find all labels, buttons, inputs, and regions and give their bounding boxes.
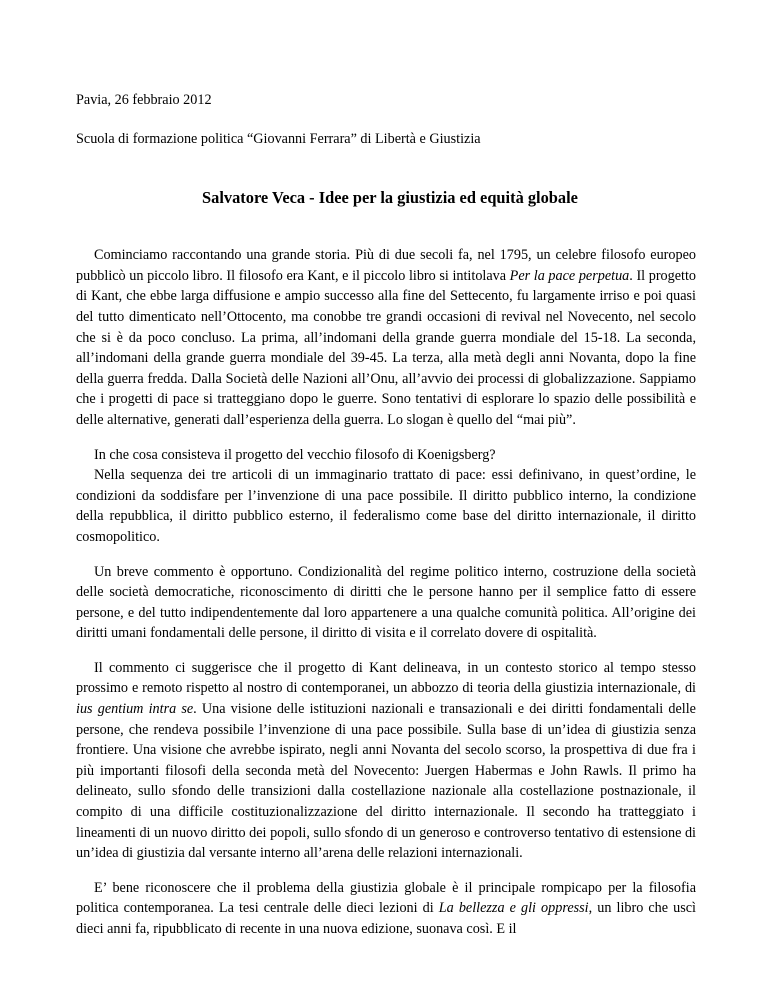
paragraph-question: In che cosa consisteva il progetto del vecchio filosofo di Koenigsberg?: [94, 446, 496, 463]
book-title-italic: Per la pace perpetua: [509, 267, 630, 284]
paragraph-text: Cominciamo raccontando una grande storia. Più di due secoli fa, nel 1795, un celebre filosofo europeo pubblicò un piccolo libro. Il filosofo era Kant, e il piccolo libro si intitolava: [76, 247, 696, 284]
document-page: [76, 90, 696, 940]
paragraph-text: . Una visione delle istituzioni nazionali e transazionali e dei diritti fondamentali delle persone, che rendeva possibile l’invenzione di una pace possibile. Sulla base di un’idea di giustizia senza frontiere. Una visione che avrebbe ispirato, negli anni Novanta del secolo scorso, la prospettiva di due fra i più importanti filosofi della seconda metà del Novecento: Juergen Habermas e John Rawls. Il primo ha delineato, sullo sfondo delle transizioni dalla costellazione nazionale alla costellazione postnazionale, il compito di una difficile costituzionalizzazione del diritto internazionale. Il secondo ha tratteggiato i lineamenti di un nuovo diritto dei popoli, sullo sfondo di un generoso e controverso tentativo di estensione di un’idea di giustizia dal versante interno all’arena delle relazioni internazionali.: [76, 701, 696, 862]
paragraph-comment: Un breve commento è opportuno. Condizionalità del regime politico interno, costruzione della società delle società democratiche, riconoscimento di diritti che le persone hanno per il semplice fatto di essere persone, e del tutto indipendentemente dal loro appartenere a una qualche comunità politica. All’origine dei diritti umani fondamentali delle persone, il diritto di visita e il correlato dovere di ospitalità.: [76, 563, 696, 642]
paragraph-theory: [76, 658, 696, 864]
book-title-italic: La bellezza e gli oppressi: [438, 900, 589, 917]
paragraph-global-justice: [76, 878, 696, 940]
paragraph-text: . Il progetto di Kant, che ebbe larga diffusione e ampio successo alla fine del Settecento, fu largamente irriso e poi quasi del tutto dimenticato nell’Ottocento, ma conobbe tre grandi occasioni di revival nel Novecento, nel secolo che si è da poco concluso. La prima, all’indomani della grande guerra mondiale del 15-18. La seconda, all’indomani della grande guerra mondiale del 39-45. La terza, alla metà degli anni Novanta, dopo la fine della guerra fredda. Dalla Società delle Nazioni all’Onu, all’avvio dei processi di globalizzazione. Sappiamo che i progetti di pace si tratteggiano dopo le guerre. Sono tentativi di esplorare lo spazio delle possibilità e delle alternative, generati dall’esperienza della guerra. Lo slogan è quello del “mai più”.: [76, 267, 697, 428]
latin-phrase-italic: ius gentium intra se: [76, 701, 194, 718]
school-line: Scuola di formazione politica “Giovanni Ferrara” di Libertà e Giustizia: [76, 130, 481, 147]
paragraph-text: Il commento ci suggerisce che il progetto di Kant delineava, in un contesto storico al tempo stesso prossimo e remoto rispetto al nostro di contemporanei, un abbozzo di teoria della giustizia internazionale, di: [76, 659, 696, 697]
paragraph-text: E’ bene riconoscere che il problema della giustizia globale è il principale rompicapo per la filosofia politica contemporanea. La tesi centrale delle dieci lezioni di: [76, 879, 696, 917]
paragraph-articles: Nella sequenza dei tre articoli di un immaginario trattato di pace: essi definivano, in quest’ordine, le condizioni da soddisfare per l’invenzione di una pace possibile. Il diritto pubblico interno, la condizione della repubblica, il diritto pubblico esterno, il federalismo come base del diritto internazionale, il diritto cosmopolitico.: [76, 467, 696, 545]
document-title: Salvatore Veca - Idee per la giustizia ed equità globale: [202, 188, 578, 208]
date-line: Pavia, 26 febbraio 2012: [76, 92, 212, 108]
paragraph-text: , un libro che uscì dieci anni fa, ripubblicato di recente in una nuova edizione, suonava così. E il: [76, 900, 696, 937]
paragraph-kant-story: [76, 245, 696, 430]
